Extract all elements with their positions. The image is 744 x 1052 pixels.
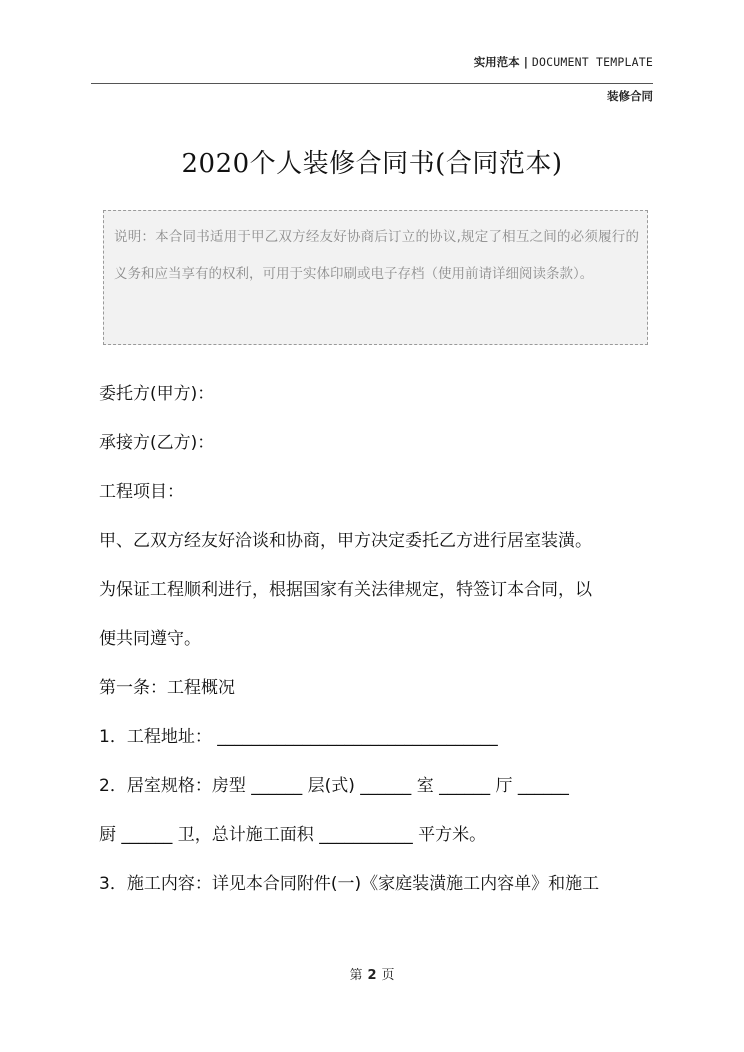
header-left-label: 实用范本 <box>473 55 520 69</box>
item-3-construction-content: 3．施工内容：详见本合同附件(一)《家庭装潢施工内容单》和施工 <box>99 874 600 894</box>
intro-paragraph-line-2: 为保证工程顺利进行，根据国家有关法律规定，特签订本合同，以 <box>99 580 592 600</box>
header-divider <box>91 83 653 84</box>
contractor-line: 承接方(乙方)： <box>99 433 215 453</box>
page-footer <box>0 964 744 983</box>
note-box: 说明：本合同书适用于甲乙双方经友好协商后订立的协议,规定了相互之间的必须履行的义务和应当享有的权利，可用于实体印刷或电子存档（使用前请详细阅读条款）。 <box>103 210 648 345</box>
item-1-address: 1．工程地址： _________________________________ <box>99 727 498 747</box>
item-2-room-spec-line-2: 厨 ______ 卫，总计施工面积 ___________ 平方米。 <box>99 825 487 845</box>
project-line: 工程项目： <box>99 482 184 502</box>
document-title: 2020个人装修合同书(合同范本) <box>181 149 563 179</box>
page-number: 2 <box>367 968 377 983</box>
header-subtitle: 装修合同 <box>607 89 653 103</box>
footer-suffix: 页 <box>381 968 395 983</box>
article-1-heading: 第一条：工程概况 <box>99 678 235 698</box>
document-header <box>474 54 653 70</box>
item-2-room-spec-line-1: 2．居室规格：房型 ______ 层(式) ______ 室 ______ 厅 ______ <box>99 776 569 796</box>
intro-paragraph-line-1: 甲、乙双方经友好洽谈和协商，甲方决定委托乙方进行居室装潢。 <box>99 531 592 551</box>
client-line: 委托方(甲方)： <box>99 384 215 404</box>
header-separator: | <box>523 55 528 69</box>
footer-prefix: 第 <box>349 968 363 983</box>
contract-body <box>99 376 655 915</box>
intro-paragraph-line-3: 便共同遵守。 <box>99 629 201 649</box>
header-right-label: DOCUMENT TEMPLATE <box>531 55 653 69</box>
